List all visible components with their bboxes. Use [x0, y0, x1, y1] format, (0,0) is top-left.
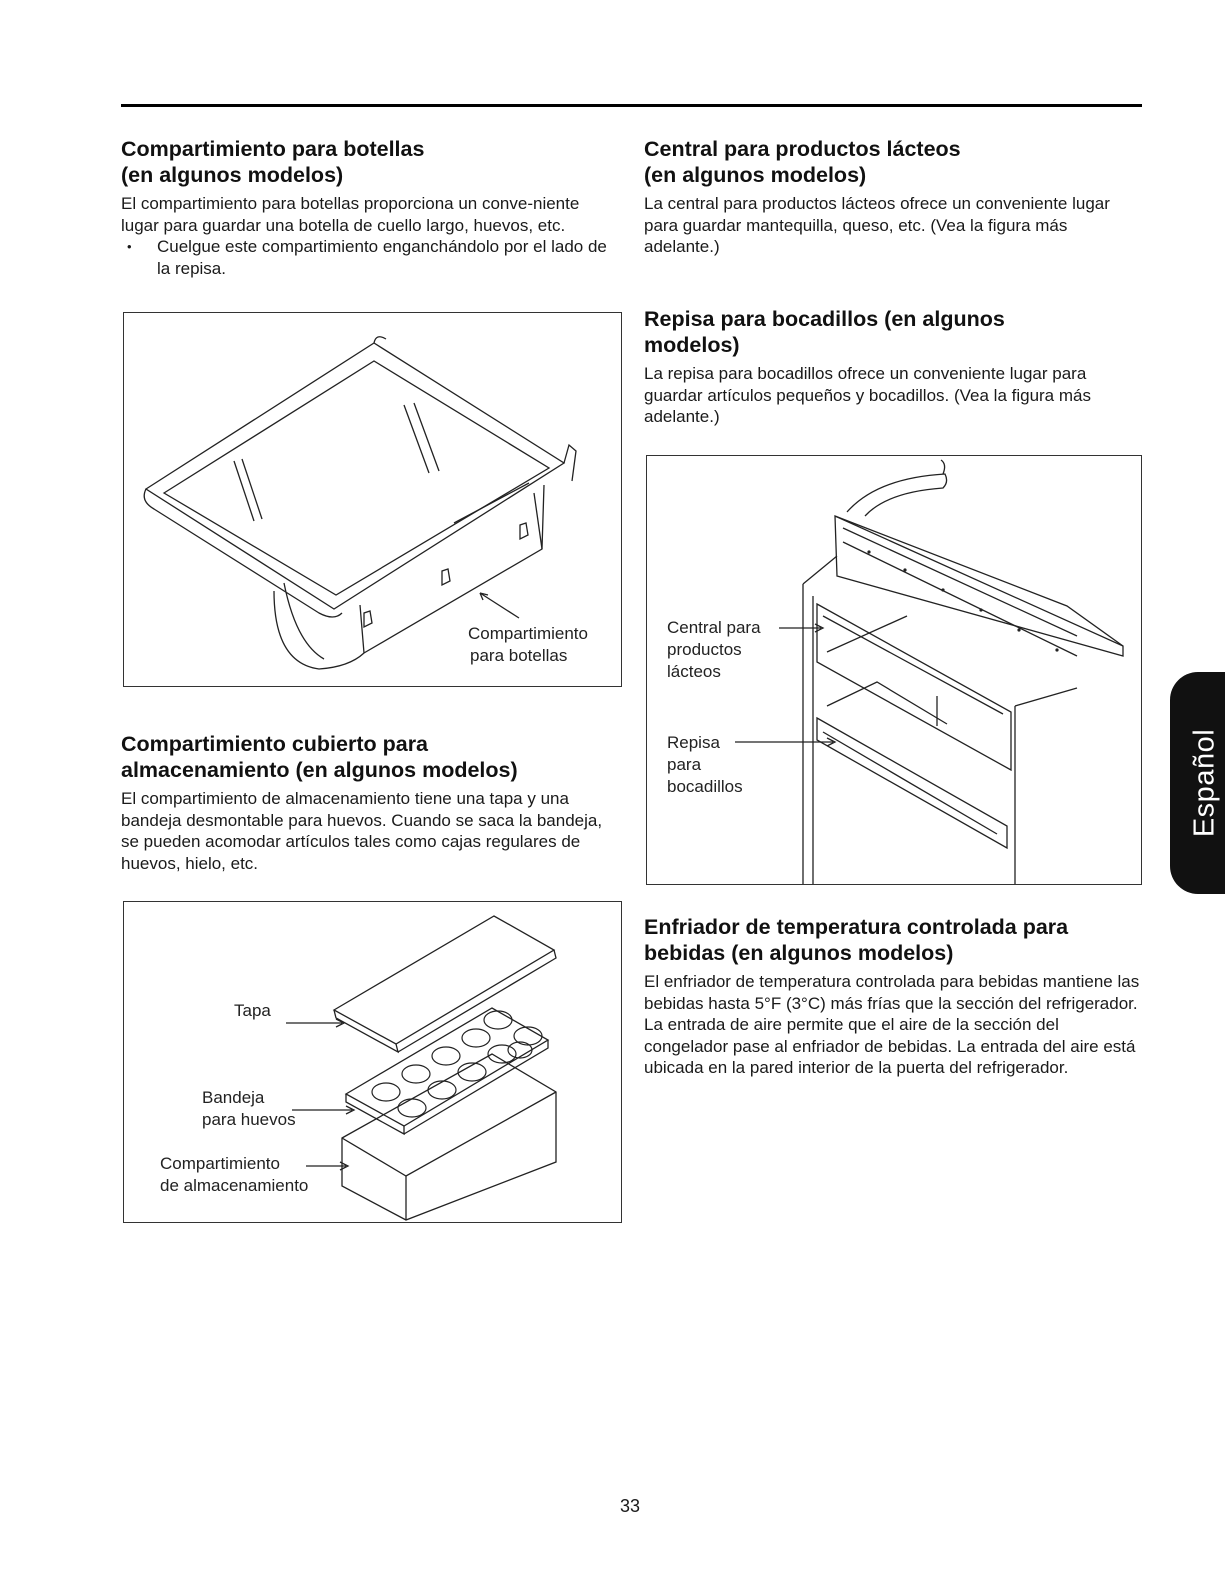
callout-line: bocadillos [667, 777, 743, 796]
callout-line: para botellas [470, 646, 568, 665]
bullet-list [121, 236, 621, 279]
callout-line: Compartimiento [468, 624, 588, 643]
covered-storage-section [121, 731, 621, 874]
bottle-compartment-figure [123, 312, 622, 687]
heading-line: modelos) [644, 333, 740, 357]
callout-line: lácteos [667, 662, 721, 681]
snack-shelf-text: La repisa para bocadillos ofrece un conveniente lugar para guardar artículos pequeños y bocadillos. (Vea la figura más adelante.) [644, 364, 1091, 426]
dairy-center-text: La central para productos lácteos ofrece un conveniente lugar para guardar mantequilla, queso, etc. (Vea la figura más adelante.) [644, 194, 1110, 256]
language-tab-label: Español [1188, 728, 1221, 838]
bottle-compartment-heading [121, 136, 621, 188]
callout-line: Bandeja [202, 1088, 265, 1107]
beverage-chiller-text: El enfriador de temperatura controlada para bebidas mantiene las bebidas hasta 5°F (3°C) más frías que la sección del refrigerador. La entrada de aire permite que el aire de la sección del congelador pase al enfriador de bebidas. La entrada del aire está ubicada en la pared interior de la puerta del refrigerador. [644, 972, 1140, 1077]
storage-bin-callout [160, 1153, 308, 1197]
dairy-center-section [644, 136, 1144, 258]
language-tab [1170, 672, 1225, 894]
snack-shelf-heading [644, 306, 1144, 358]
callout-line: Compartimiento [160, 1154, 280, 1173]
heading-line: Enfriador de temperatura controlada para [644, 915, 1069, 939]
callout-line: productos [667, 640, 742, 659]
snack-shelf-section [644, 306, 1144, 428]
callout-line: de almacenamiento [160, 1176, 309, 1195]
heading-line: Repisa para bocadillos (en algunos [644, 307, 1005, 331]
callout-line: Central para [667, 618, 761, 637]
beverage-chiller-heading [644, 914, 1144, 966]
heading-line: almacenamiento (en algunos modelos) [121, 758, 518, 782]
lid-callout: Tapa [234, 1001, 271, 1020]
bottle-compartment-callout [468, 623, 588, 667]
heading-line: (en algunos modelos) [644, 163, 867, 187]
beverage-chiller-section [644, 914, 1144, 1079]
egg-tray-callout [202, 1087, 296, 1131]
page-number: 33 [619, 1496, 641, 1516]
heading-line: Compartimiento para botellas [121, 137, 425, 161]
callout-line: Repisa [667, 733, 720, 752]
bottle-compartment-section [121, 136, 621, 279]
covered-storage-figure [123, 901, 622, 1223]
top-rule [121, 104, 1142, 107]
heading-line: Central para productos lácteos [644, 137, 961, 161]
callout-line: para huevos [202, 1110, 296, 1129]
covered-storage-heading [121, 731, 621, 783]
heading-line: (en algunos modelos) [121, 163, 344, 187]
dairy-snack-figure [646, 455, 1142, 885]
bottle-compartment-text: El compartimiento para botellas proporciona un conve-niente lugar para guardar una botella de cuello largo, huevos, etc. [121, 194, 580, 235]
heading-line: Compartimiento cubierto para [121, 732, 429, 756]
heading-line: bebidas (en algunos modelos) [644, 941, 954, 965]
bullet-item: • Cuelgue este compartimiento enganchándolo por el lado de la repisa. [157, 236, 621, 279]
dairy-center-callout [667, 617, 761, 683]
covered-storage-text: El compartimiento de almacenamiento tiene una tapa y una bandeja desmontable para huevos. Cuando se saca la bandeja, se pueden acomodar artículos tales como cajas regulares de huevos, hielo, etc. [121, 789, 603, 873]
dairy-center-heading [644, 136, 1144, 188]
callout-line: para [667, 755, 702, 774]
snack-shelf-callout [667, 732, 743, 798]
